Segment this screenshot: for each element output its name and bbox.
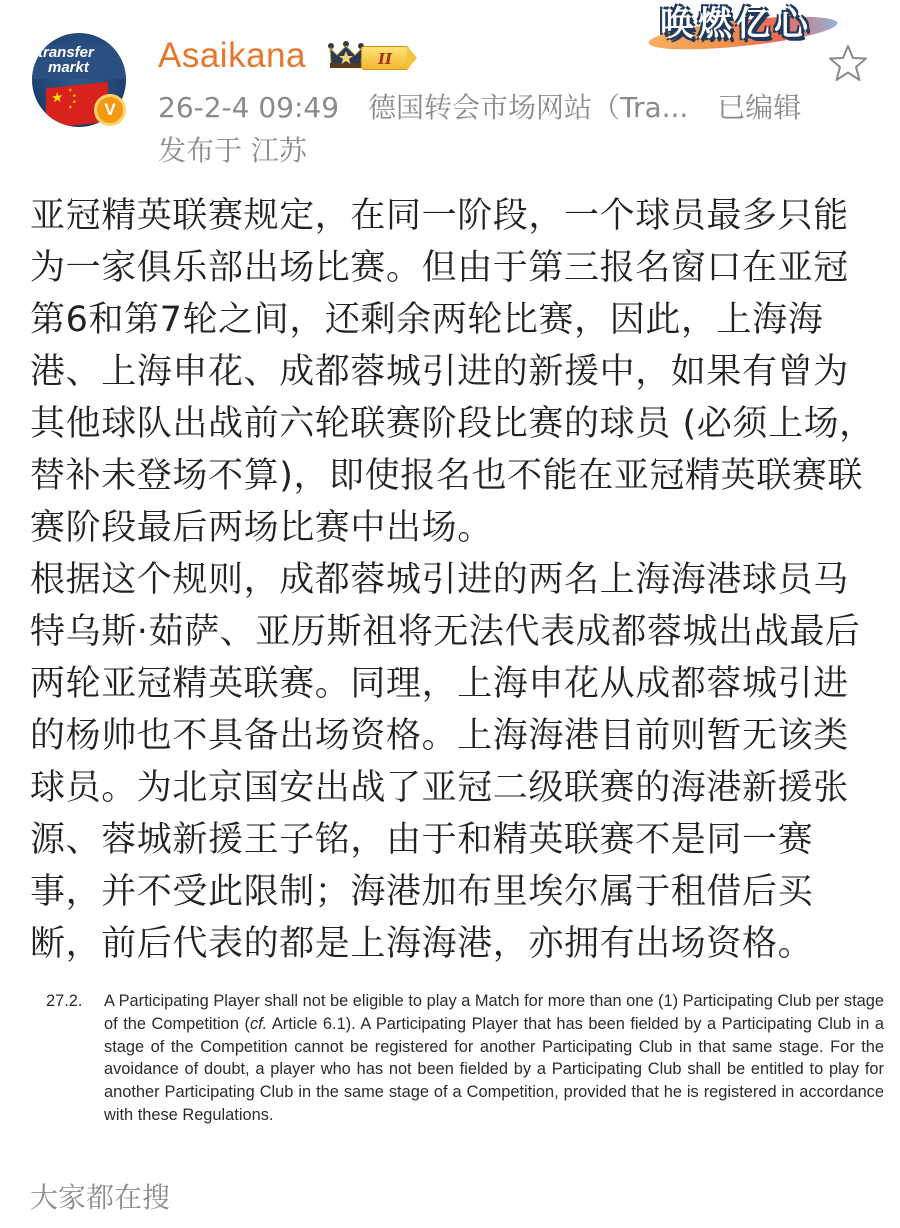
sticker-text: 唤燃亿心 <box>660 4 812 44</box>
event-sticker-decoration <box>648 2 843 48</box>
transfermarkt-logo <box>32 45 126 79</box>
post-body <box>30 190 875 970</box>
regulation-cf: cf. <box>249 1014 268 1033</box>
vip-level-badge[interactable] <box>327 37 419 73</box>
regulation-text-part-2: Article 6.1). A Participating Player that has been fielded by a Participating Club in a stage of the Competition cannot be registered for another Participating Club in that same stage. For the avoidance of doubt, a player who has not been fielded by a Participating Club shall be entitled to play for another Participating Club in the same stage of a Competition, provided that he is registered in accordance with these Regulations. <box>104 1014 884 1124</box>
post-paragraph: 亚冠精英联赛规定，在同一阶段，一个球员最多只能为一家俱乐部出场比赛。但由于第三报名窗口在亚冠第6和第7轮之间，还剩余两轮比赛，因此，上海海港、上海申花、成都蓉城引进的新援中，如果有曾为其他球队出战前六轮联赛阶段比赛的球员 (必须上场，替补未登场不算)，即使报名也不能在亚冠精英联赛联赛阶段最后两场比赛中出场。 <box>30 196 875 548</box>
logo-line-2: markt <box>48 59 89 76</box>
post-timestamp: 26-2-4 09:49 <box>158 91 340 124</box>
post-paragraph: 根据这个规则，成都蓉城引进的两名上海海港球员马特乌斯·茹萨、亚历斯祖将无法代表成都蓉城出战最后两轮亚冠精英联赛。同理，上海申花从成都蓉城引进的杨帅也不具备出场资格。上海海港目前则暂无该类球员。为北京国安出战了亚冠二级联赛的海港新援张源、蓉城新援王子铭，由于和精英联赛不是同一赛事，并不受此限制；海港加布里埃尔属于租借后买断，前后代表的都是上海海港，亦拥有出场资格。 <box>30 560 861 964</box>
verified-badge-icon: V <box>94 94 126 126</box>
post-location: 发布于 江苏 <box>158 134 307 167</box>
star-outline-icon[interactable] <box>828 44 868 82</box>
china-flag-icon: ★ ★ ★ ★ ★ <box>46 82 108 127</box>
post-meta <box>158 88 821 128</box>
regulation-number: 27.2. <box>46 992 83 1010</box>
crown-icon <box>327 41 365 69</box>
post-header <box>0 0 900 180</box>
edited-label[interactable]: 已编辑 <box>717 91 802 124</box>
chevron-right-icon <box>407 46 417 70</box>
regulation-text-part-1: A Participating Player shall not be eligible to play a Match for more than one (1) Participating Club per stage of the Competition ( <box>104 992 884 1033</box>
logo-line-1: transfer <box>38 44 94 61</box>
hot-search-heading[interactable]: 大家都在搜 <box>30 1181 171 1214</box>
post-source-link[interactable]: 德国转会市场网站（Tra... <box>367 91 689 124</box>
regulation-text <box>104 990 884 1127</box>
username-link[interactable]: Asaikana <box>158 36 306 75</box>
vip-level-label: II <box>361 46 409 70</box>
